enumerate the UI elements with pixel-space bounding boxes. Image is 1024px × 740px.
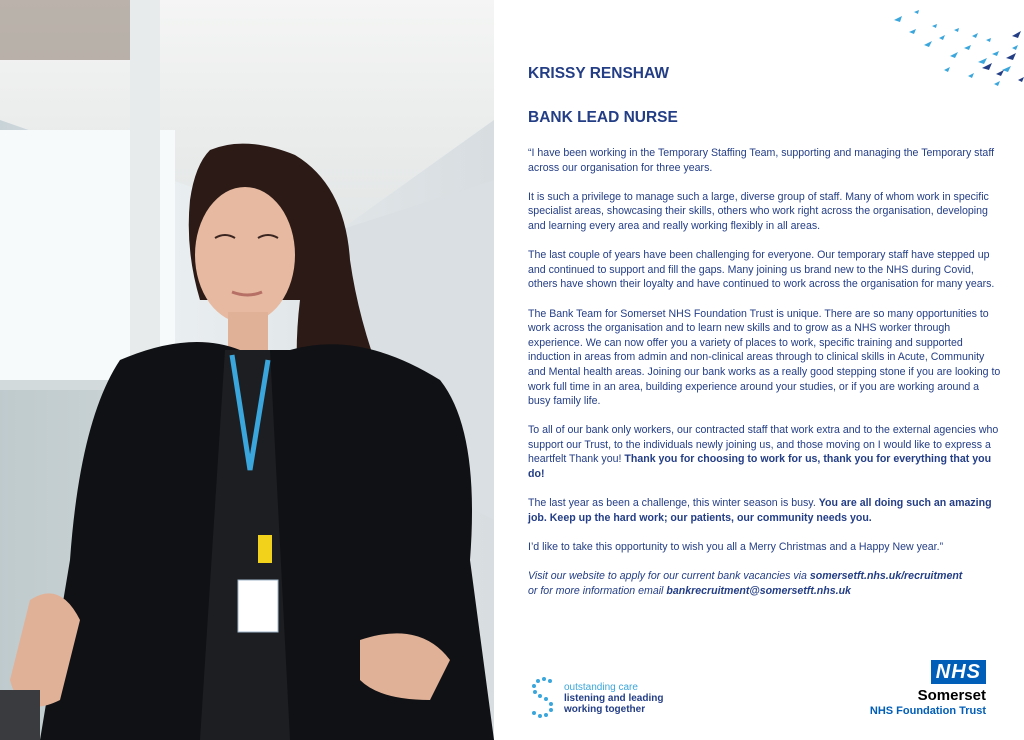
staff-role: BANK LEAD NURSE bbox=[528, 109, 678, 126]
values-logo bbox=[528, 676, 663, 720]
paragraph-3: The last couple of years have been challenging for everyone. Our temporary staff have stepped up and continued to support and fill the gaps. Many joining us brand new to the NHS during Covid, others have shown their loyalty and have continued to work across the organisation for many years. bbox=[528, 249, 995, 291]
staff-photo bbox=[0, 0, 494, 740]
slogan-line-3: working together bbox=[564, 703, 646, 715]
call-to-action bbox=[528, 569, 1004, 598]
paragraph-5 bbox=[528, 423, 1004, 481]
nhs-trust-name: NHS Foundation Trust bbox=[869, 705, 986, 717]
cta-text-2: or for more information email bbox=[528, 584, 667, 597]
paragraph-2: It is such a privilege to manage such a large, diverse group of staff. Many of whom work in specific specialist areas, showcasing their skills, others who work right across the organisation, developing and learning every area and really working flexibly in all areas. bbox=[528, 190, 989, 232]
staff-name: KRISSY RENSHAW bbox=[528, 65, 669, 82]
swirl-s-icon bbox=[528, 676, 558, 720]
paragraph-4: The Bank Team for Somerset NHS Foundation Trust is unique. There are so many opportunities to work across the organisation and to learn new skills and to grow as a NHS worker through experience. We can now offer you a variety of places to work, specific training and supported induction in areas from admin and non-clinical areas through to clinical skills in Acute, Community and Mental health areas. Joining our bank works as a really good stepping stone if you are looking to work full time in an area, building experience around your studies, or if you are working around a busy family life. bbox=[528, 307, 1001, 408]
paragraph-5-text: To all of our bank only workers, our contracted staff that work extra and to the external agencies who support our Trust, to the individuals newly joining us, and those moving on I would like to express a heartfelt Thank you! bbox=[528, 424, 999, 466]
cta-text-1: Visit our website to apply for our current bank vacancies via bbox=[528, 570, 810, 583]
paragraph-7: I’d like to take this opportunity to wish you all a Merry Christmas and a Happy New year.” bbox=[528, 541, 944, 554]
slogan-line-2: listening and leading bbox=[564, 692, 664, 704]
paragraph-6 bbox=[528, 496, 1004, 525]
nhs-badge: NHS bbox=[931, 660, 986, 684]
email-link[interactable]: bankrecruitment@somersetft.nhs.uk bbox=[666, 584, 851, 597]
paragraph-5-emphasis: Thank you for choosing to work for us, thank you for everything that you do! bbox=[528, 453, 992, 481]
nhs-org-name: Somerset bbox=[917, 687, 986, 704]
recruitment-link[interactable]: somersetft.nhs.uk/recruitment bbox=[809, 570, 963, 583]
slogan-line-1: outstanding care bbox=[564, 681, 638, 693]
staff-photo-illustration bbox=[0, 0, 494, 740]
paragraph-1: “I have been working in the Temporary Staffing Team, supporting and managing the Temporary staff across our organisation for three years. bbox=[528, 147, 995, 174]
article-content bbox=[528, 64, 1004, 613]
values-slogan bbox=[564, 682, 663, 715]
paragraph-6-emphasis: You are all doing such an amazing job. Keep up the hard work; our patients, our community needs you. bbox=[528, 497, 992, 524]
paragraph-6-text: The last year as been a challenge, this winter season is busy. bbox=[528, 497, 819, 510]
nhs-logo bbox=[870, 660, 986, 718]
